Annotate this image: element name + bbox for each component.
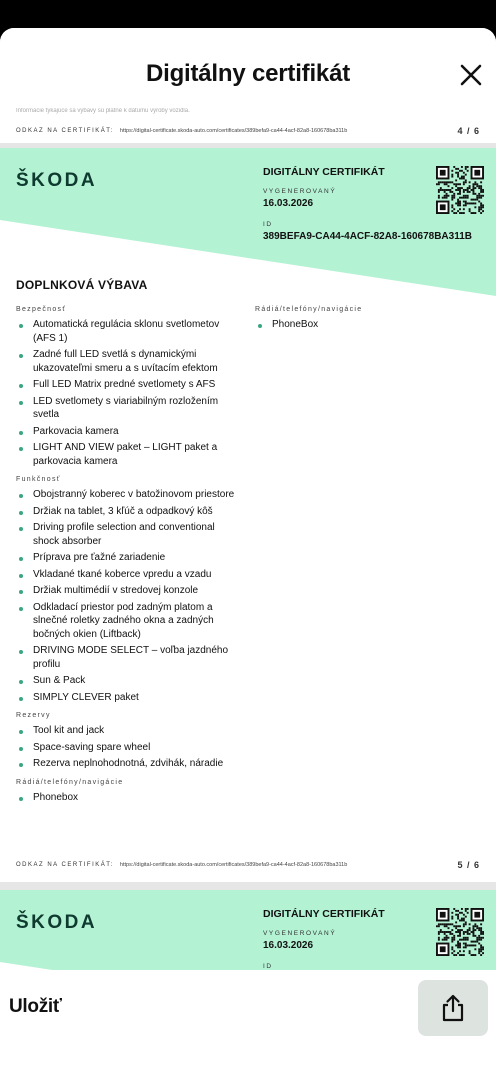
equipment-item: PhoneBox (255, 318, 475, 332)
generated-date: 16.03.2026 (263, 940, 314, 951)
pdf-viewer[interactable] (0, 108, 496, 970)
share-button[interactable] (418, 980, 488, 1036)
pdf-page-4 (0, 108, 496, 143)
certificate-info (263, 908, 385, 970)
section-title: DOPLNKOVÁ VÝBAVA (16, 278, 148, 292)
equipment-list (16, 318, 238, 468)
certificate-sheet (0, 28, 496, 1080)
equipment-item: SIMPLY CLEVER paket (16, 691, 238, 705)
equipment-item: Zadné full LED svetlá s dynamickými ukazovateľmi smeru a s uvítacím efektom (16, 348, 238, 375)
certificate-title: DIGITÁLNY CERTIFIKÁT (263, 166, 385, 178)
save-button[interactable]: Uložiť (9, 996, 62, 1017)
equipment-category: Rezervy (16, 712, 51, 719)
equipment-category: Funkčnosť (16, 476, 61, 483)
equipment-right-column (255, 306, 475, 340)
equipment-item: Space-saving spare wheel (16, 741, 238, 755)
certificate-link[interactable]: https://digital-certificate.skoda-auto.com/certificates/389befa9-ca44-4acf-82a8-160678ba311b (119, 128, 348, 134)
page-number: 4 / 6 (457, 126, 480, 136)
equipment-item: Driving profile selection and conventional shock absorber (16, 521, 238, 548)
page4-footer (16, 126, 480, 136)
close-button[interactable] (458, 62, 484, 88)
equipment-item: Odkladací priestor pod zadným platom a slnečné roletky zadného okna a zadných bočných okien (Liftback) (16, 601, 238, 642)
bottom-action-bar (0, 970, 496, 1080)
equipment-list (16, 488, 238, 704)
equipment-list (16, 724, 238, 771)
generated-label: VYGENEROVANÝ (263, 930, 337, 937)
equipment-item: Full LED Matrix predné svetlomety s AFS (16, 378, 238, 392)
page4-faded-text: Informácie týkajúce sa výbavy sú platné k dátumu výroby vozidla. (16, 108, 190, 114)
footer-label: ODKAZ NA CERTIFIKÁT: (16, 862, 114, 868)
footer-label: ODKAZ NA CERTIFIKÁT: (16, 128, 114, 134)
certificate-id: 389BEFA9-CA44-4ACF-82A8-160678BA311B (263, 231, 472, 242)
sheet-header (0, 28, 496, 108)
pdf-page-5 (0, 148, 496, 882)
equipment-item: Parkovacia kamera (16, 425, 238, 439)
equipment-item: Držiak na tablet, 3 kľúč a odpadkový kôš (16, 505, 238, 519)
equipment-list (16, 791, 238, 805)
equipment-item: Rezerva neplnohodnotná, zdvihák, náradie (16, 757, 238, 771)
id-label: ID (263, 221, 273, 228)
id-label: ID (263, 963, 273, 970)
equipment-item: Príprava pre ťažné zariadenie (16, 551, 238, 565)
qr-code (436, 908, 484, 956)
equipment-item: Držiak multimédií v stredovej konzole (16, 584, 238, 598)
skoda-logo: ŠKODA (16, 170, 98, 191)
skoda-logo: ŠKODA (16, 912, 98, 933)
equipment-item: Vkladané tkané koberce vpredu a vzadu (16, 568, 238, 582)
sheet-title: Digitálny certifikát (145, 60, 351, 87)
equipment-category: Rádiá/telefóny/navigácie (255, 306, 363, 313)
equipment-list (255, 318, 475, 332)
certificate-title: DIGITÁLNY CERTIFIKÁT (263, 908, 385, 920)
equipment-item: Phonebox (16, 791, 238, 805)
pdf-page-6 (0, 890, 496, 970)
equipment-left-column (16, 306, 238, 812)
equipment-item: LED svetlomety s viariabilným rozložením svetla (16, 395, 238, 422)
generated-date: 16.03.2026 (263, 198, 314, 209)
equipment-item: LIGHT AND VIEW paket – LIGHT paket a parkovacia kamera (16, 441, 238, 468)
equipment-category: Bezpečnosť (16, 306, 67, 313)
equipment-item: Automatická regulácia sklonu svetlometov (AFS 1) (16, 318, 238, 345)
certificate-link[interactable]: https://digital-certificate.skoda-auto.com/certificates/389befa9-ca44-4acf-82a8-160678ba311b (119, 862, 348, 868)
equipment-category: Rádiá/telefóny/navigácie (16, 778, 124, 786)
equipment-item: Sun & Pack (16, 674, 238, 688)
page-number: 5 / 6 (457, 860, 480, 870)
equipment-item: Tool kit and jack (16, 724, 238, 738)
qr-code (436, 166, 484, 214)
close-icon (458, 62, 484, 88)
equipment-item: Obojstranný koberec v batožinovom priestore (16, 488, 238, 502)
equipment-item: DRIVING MODE SELECT – voľba jazdného profilu (16, 644, 238, 671)
page5-footer (16, 860, 480, 870)
share-icon (440, 994, 466, 1022)
generated-label: VYGENEROVANÝ (263, 188, 337, 195)
